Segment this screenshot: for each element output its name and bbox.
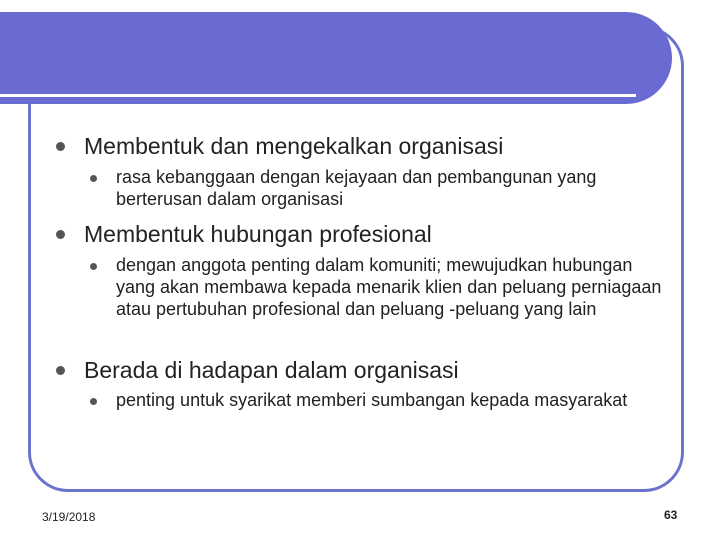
- slide-date: 3/19/2018: [42, 510, 96, 524]
- bullet-icon: [56, 230, 65, 239]
- bullet-1-subtext: rasa kebanggaan dengan kejayaan dan pembangunan yang berterusan dalam organisasi: [116, 167, 597, 209]
- sub-bullet-icon: [90, 398, 97, 405]
- sub-bullet-icon: [90, 263, 97, 270]
- bullet-2-text: Membentuk hubungan profesional: [84, 221, 432, 247]
- bullet-3-text: Berada di hadapan dalam organisasi: [84, 357, 459, 383]
- slide-page-number: 63: [664, 508, 678, 522]
- bullet-icon: [56, 366, 65, 375]
- sub-bullet-icon: [90, 175, 97, 182]
- bullet-1-text: Membentuk dan mengekalkan organisasi: [84, 133, 504, 159]
- bullet-icon: [56, 142, 65, 151]
- bullet-2-subtext: dengan anggota penting dalam komuniti; mewujudkan hubungan yang akan membawa kepada menarik klien dan peluang perniagaan atau pertubuhan profesional dan peluang -peluang yang lain: [116, 255, 662, 319]
- bullet-3-subtext: penting untuk syarikat memberi sumbangan kepada masyarakat: [116, 390, 628, 410]
